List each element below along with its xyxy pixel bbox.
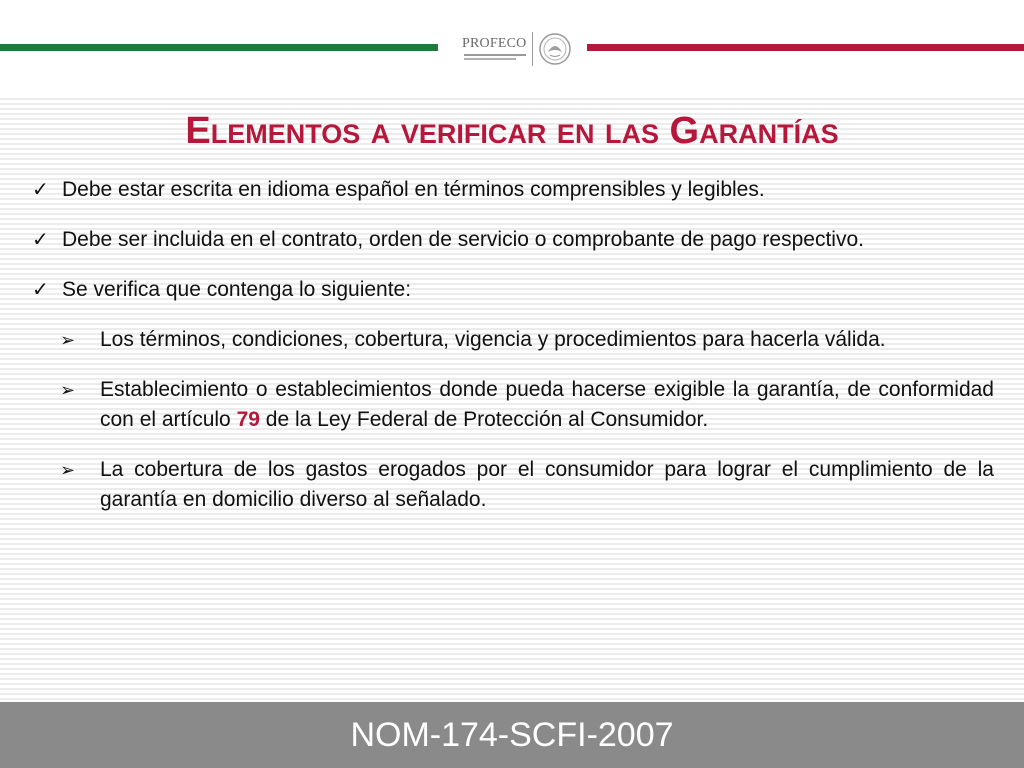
bullet-item — [30, 225, 994, 255]
green-header-bar — [0, 44, 438, 51]
national-seal-icon — [538, 32, 572, 66]
sub-bullet-item — [30, 455, 994, 515]
arrow-bullet-icon: ➢ — [60, 330, 76, 350]
bullet-text: Debe estar escrita en idioma español en términos comprensibles y legibles. — [62, 178, 765, 201]
sub-bullet-text: Establecimiento o establecimientos donde pueda hacerse exigible la garantía, de conformidad con el artículo — [100, 378, 994, 431]
sub-bullet-text: La cobertura de los gastos erogados por el consumidor para lograr el cumplimiento de la garantía en domicilio diverso al señalado. — [100, 458, 994, 511]
sub-bullet-text: Los términos, condiciones, cobertura, vigencia y procedimientos para hacerla válida. — [100, 328, 886, 351]
bullet-list — [30, 175, 994, 515]
logo-divider — [532, 32, 533, 66]
bullet-item — [30, 175, 994, 205]
sub-bullet-text: de la Ley Federal de Protección al Consumidor. — [265, 408, 709, 431]
checkmark-icon: ✓ — [32, 229, 49, 251]
logo-text: PROFECO — [462, 36, 527, 51]
logo-subtitle-line — [464, 54, 526, 56]
footer-standard-code: NOM-174-SCFI-2007 — [350, 716, 674, 754]
bullet-text: Debe ser incluida en el contrato, orden de servicio o comprobante de pago respectivo. — [62, 228, 864, 251]
slide-title: Elementos a verificar en las Garantías — [185, 110, 839, 152]
article-number: 79 — [236, 408, 260, 431]
bullet-item — [30, 275, 994, 305]
profeco-logo — [460, 30, 572, 70]
checkmark-icon: ✓ — [32, 279, 49, 301]
checkmark-icon: ✓ — [32, 179, 49, 201]
bullet-text: Se verifica que contenga lo siguiente: — [62, 278, 412, 301]
sub-bullet-item — [30, 375, 994, 435]
sub-bullet-item — [30, 325, 994, 355]
arrow-bullet-icon: ➢ — [60, 380, 76, 400]
arrow-bullet-icon: ➢ — [60, 460, 76, 480]
logo-subtitle-line — [464, 58, 516, 60]
red-header-bar — [587, 44, 1024, 51]
footer-bar — [0, 702, 1024, 768]
header — [0, 0, 1024, 95]
